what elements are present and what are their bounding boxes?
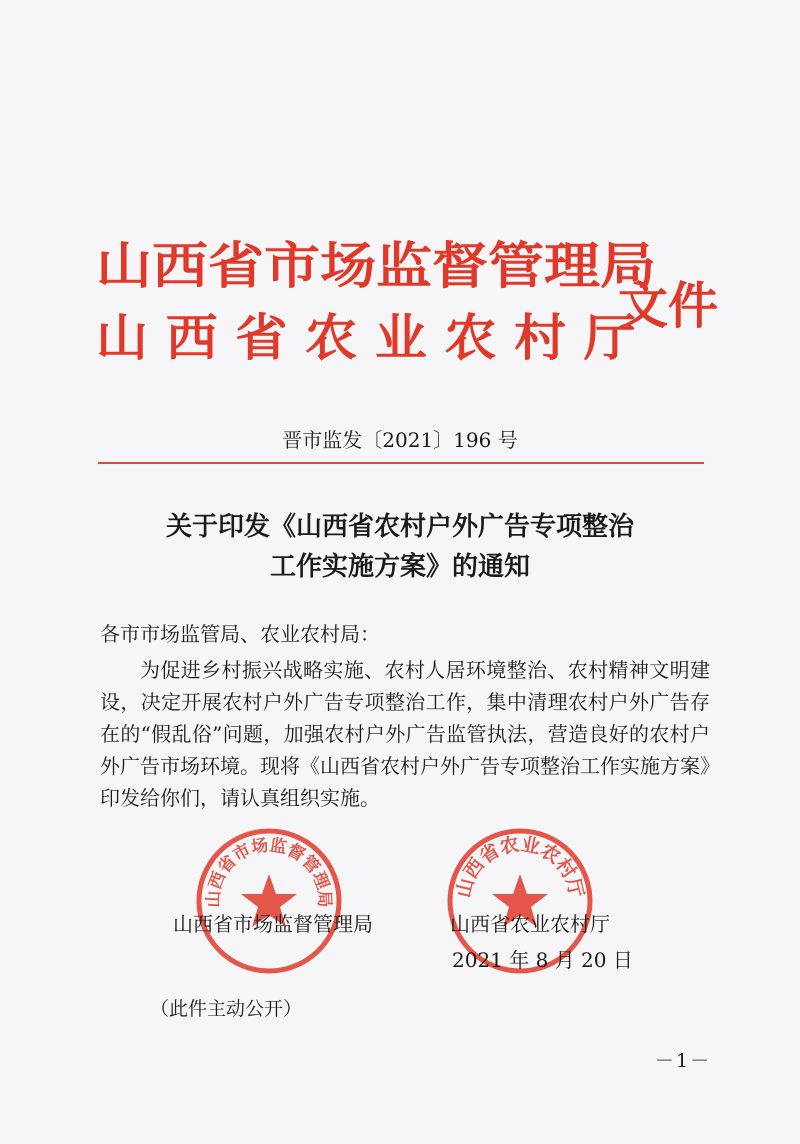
- disclosure-note: （此件主动公开）: [150, 998, 303, 1020]
- page-number: －1－: [655, 1050, 712, 1072]
- document-type-label: 文件: [618, 277, 718, 335]
- body-paragraph: 为促进乡村振兴战略实施、农村人居环境整治、农村精神文明建设，决定开展农村户外广告专项整治工作，集中清理农村户外广告存在的“假乱俗”问题，加强农村户外广告监管执法，营造良好的农村户外广告市场环境。现将《山西省农村户外广告专项整治工作实施方案》印发给你们，请认真组织实施。: [100, 658, 710, 810]
- signature-market-regulation: 山西省市场监督管理局: [173, 912, 373, 936]
- issuer-name-2: 山西省农业农村厅: [96, 309, 654, 367]
- addressee: 各市市场监管局、农业农村局：: [100, 622, 380, 646]
- document-number: 晋市监发〔2021〕196 号: [282, 428, 518, 452]
- red-divider: [98, 462, 704, 464]
- issuer-name-1: 山西省市场监督管理局: [96, 237, 656, 295]
- svg-text:山西省农业农村厅: 山西省农业农村厅: [452, 833, 588, 900]
- signature-agriculture: 山西省农业农村厅: [450, 912, 610, 936]
- document-title-line-1: 关于印发《山西省农村户外广告专项整治: [165, 512, 634, 542]
- document-title-line-2: 工作实施方案》的通知: [269, 552, 530, 582]
- issue-date: 2021 年 8 月 20 日: [452, 948, 633, 972]
- official-seal-market-regulation: [194, 826, 344, 976]
- svg-text:山西省市场监督管理局: 山西省市场监督管理局: [203, 835, 335, 908]
